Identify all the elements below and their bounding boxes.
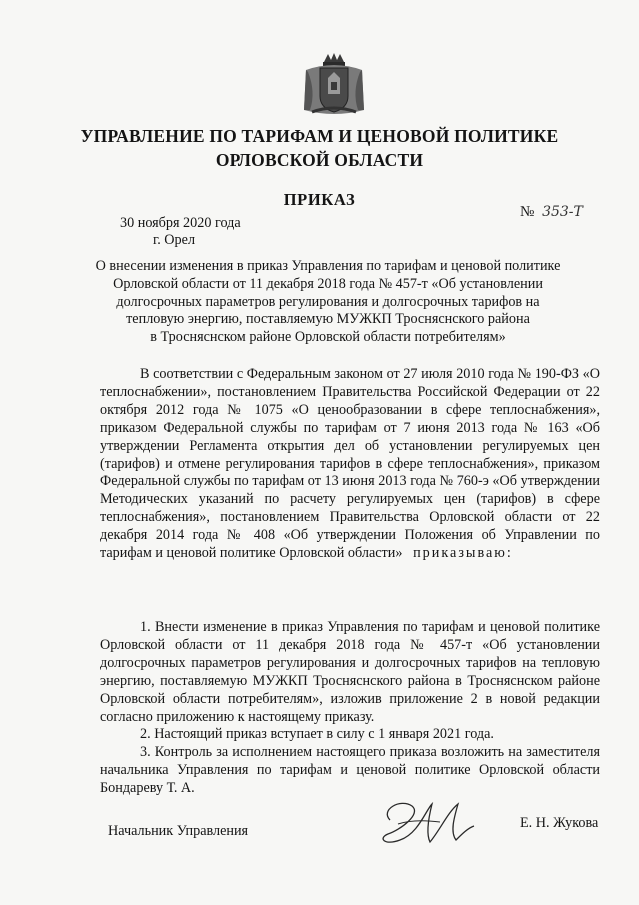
item-1: 1. Внести изменение в приказ Управления по тарифам и ценовой политике Орловской области от 11 декабря 2018 года № 457-т «Об установлении долгосрочных параметров регулирования и долгосрочных тарифов на тепловую энергию, поставляемую МУЖКП Тросняснского района в Тросняснском районе Орловской области потребителям», изложив приложение 2 в новой редакции согласно приложению к настоящему приказу. [100, 619, 600, 725]
number-handwritten: 353-Т [542, 204, 583, 220]
signer-name: Е. Н. Жукова [520, 815, 599, 831]
order-date: 30 ноября 2020 года [120, 215, 241, 231]
subject-line: О внесении изменения в приказ Управления по тарифам и ценовой политике [95, 258, 561, 274]
subject-line: в Тросняснском районе Орловской области потребителям» [150, 329, 506, 346]
number-prefix: № [520, 204, 535, 220]
subject-line: тепловую энергию, поставляемую МУЖКП Тросняснского района [126, 311, 530, 328]
item-3: 3. Контроль за исполнением настоящего приказа возложить на заместителя начальника Управления по тарифам и ценовой политике Орловской области Бондареву Т. А. [100, 744, 600, 797]
signer-position: Начальник Управления [108, 823, 249, 839]
order-title: ПРИКАЗ [283, 190, 356, 209]
order-city: г. Орел [153, 232, 196, 248]
org-name-line2: ОРЛОВСКОЙ ОБЛАСТИ [215, 150, 424, 170]
subject-line: долгосрочных параметров регулирования и долгосрочных тарифов на [116, 293, 540, 310]
preamble-paragraph [100, 366, 600, 563]
order-number [520, 204, 583, 221]
order-items [100, 619, 600, 798]
coat-of-arms-emblem [298, 52, 370, 118]
item-2: 2. Настоящий приказ вступает в силу с 1 января 2021 года. [140, 726, 494, 743]
order-word: приказываю: [413, 545, 513, 562]
subject-block [78, 258, 578, 347]
handwritten-signature [370, 790, 480, 850]
org-name-line1: УПРАВЛЕНИЕ ПО ТАРИФАМ И ЦЕНОВОЙ ПОЛИТИКЕ [80, 126, 559, 146]
preamble-text: В соответствии с Федеральным законом от 27 июля 2010 года № 190-ФЗ «О теплоснабжении», постановлением Правительства Российской Федерации от 22 октября 2012 года № 1075 «О ценообразовании в сфере теплоснабжения», приказом Федеральной службы по тарифам от 7 июня 2013 года № 163 «Об утверждении Регламента открытия дел об установлении регулируемых цен (тарифов) и отмене регулирования тарифов в сфере теплоснабжения», приказом Федеральной службы по тарифам от 13 июня 2013 года № 760-э «Об утверждении Методических указаний по расчету регулируемых цен (тарифов) в сфере теплоснабжения», постановлением Правительства Орловской области от 22 декабря 2014 года № 408 «Об утверждении Положения об Управлении по тарифам и ценовой политике Орловской области» [100, 366, 600, 562]
subject-line: Орловской области от 11 декабря 2018 года № 457-т «Об установлении [113, 275, 543, 292]
